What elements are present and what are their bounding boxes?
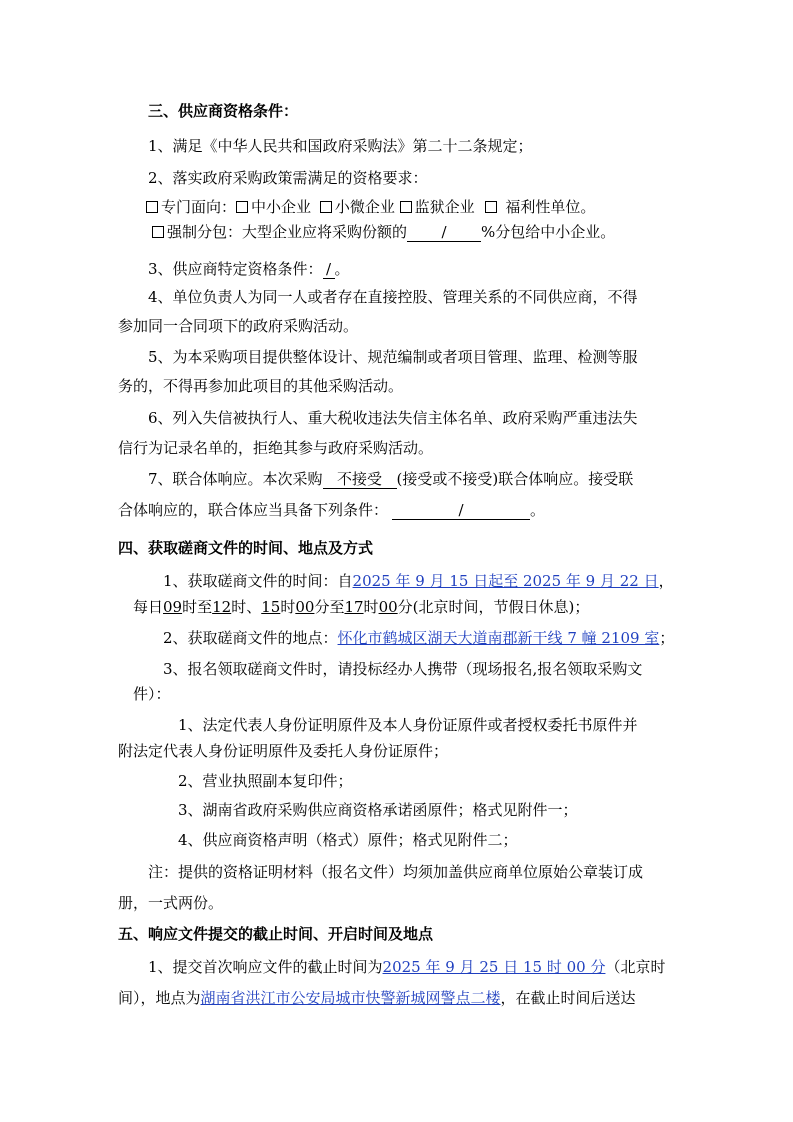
condition-7-post: (接受或不接受)联合体响应。接受联 — [396, 470, 634, 488]
hour-value: 09 — [163, 598, 183, 616]
place-pre: 2、获取磋商文件的地点： — [163, 629, 338, 647]
checkbox-icon[interactable] — [400, 201, 412, 213]
time-line2 — [133, 597, 589, 617]
text: 时 — [280, 598, 296, 616]
note-line2: 册，一式两份。 — [118, 894, 224, 912]
place-link[interactable]: 怀化市鹤城区湖天大道南郡新干线 7 幢 2109 室 — [337, 629, 660, 647]
special-oriented-row — [146, 197, 595, 217]
hour-value: 17 — [344, 598, 364, 616]
consortium-blank: 不接受 — [323, 471, 397, 489]
option-sme: 中小企业 — [251, 198, 312, 216]
condition-3 — [148, 259, 350, 279]
text: 时至 — [182, 598, 213, 616]
deadline-place-link[interactable]: 湖南省洪江市公安局城市快警新城网警点二楼 — [200, 989, 501, 1007]
condition-3-end: 。 — [334, 260, 350, 278]
section-5-heading: 五、响应文件提交的截止时间、开启时间及地点 — [118, 925, 434, 943]
checkbox-icon[interactable] — [236, 201, 248, 213]
document-1-line2: 附法定代表人身份证明原件及委托人身份证原件； — [118, 742, 449, 760]
place-end: ； — [659, 629, 675, 647]
note-line1: 注：提供的资格证明材料（报名文件）均须加盖供应商单位原始公章装订成 — [148, 863, 644, 881]
hour-value: 12 — [212, 598, 232, 616]
time-end: ， — [658, 572, 674, 590]
subcontract-row — [152, 222, 615, 242]
checkbox-icon[interactable] — [320, 201, 332, 213]
condition-7-line1 — [148, 469, 633, 489]
deadline-line2 — [118, 988, 636, 1008]
condition-7-line2 — [118, 500, 545, 520]
condition-7-pre: 7、联合体响应。本次采购 — [148, 470, 323, 488]
subcontract-blank: / — [407, 224, 481, 242]
deadline-line1 — [148, 957, 665, 977]
option-prison: 监狱企业 — [414, 198, 475, 216]
condition-4-line1: 4、单位负责人为同一人或者存在直接控股、管理关系的不同供应商，不得 — [148, 288, 638, 306]
condition-4-line2: 参加同一合同项下的政府采购活动。 — [118, 317, 359, 335]
document-1-line1: 1、法定代表人身份证明原件及本人身份证原件或者授权委托书原件并 — [178, 716, 638, 734]
condition-7b-end: 。 — [530, 501, 546, 519]
deadline-pre: 1、提交首次响应文件的截止时间为 — [148, 958, 383, 976]
document-4: 4、供应商资格声明（格式）原件；格式见附件二； — [178, 831, 518, 849]
time-pre: 1、获取磋商文件的时间：自 — [163, 572, 353, 590]
condition-5-line2: 务的，不得再参加此项目的其他采购活动。 — [118, 377, 404, 395]
condition-6-line1: 6、列入失信被执行人、重大税收违法失信主体名单、政府采购严重违法失 — [148, 409, 638, 427]
hour-value: 15 — [261, 598, 281, 616]
condition-2: 2、落实政府采购政策需满足的资格要求： — [148, 169, 428, 187]
option-welfare: 福利性单位。 — [505, 198, 596, 216]
subcontract-suffix: %分包给中小企业。 — [481, 223, 616, 241]
deadline-place-post: ，在截止时间后送达 — [500, 989, 636, 1007]
text: 每日 — [133, 598, 164, 616]
checkbox-icon[interactable] — [485, 201, 497, 213]
text: 时 — [363, 598, 379, 616]
registration-line2: 件）： — [133, 685, 171, 703]
option-micro: 小微企业 — [334, 198, 395, 216]
document-2: 2、营业执照副本复印件； — [178, 772, 353, 790]
deadline-place-pre: 间），地点为 — [118, 989, 201, 1007]
condition-5-line1: 5、为本采购项目提供整体设计、规范编制或者项目管理、监理、检测等服 — [148, 348, 638, 366]
minute-value: 00 — [295, 598, 315, 616]
deadline-post: （北京时 — [605, 958, 666, 976]
date-range-link[interactable]: 2025 年 9 月 15 日起至 2025 年 9 月 22 日 — [352, 572, 659, 590]
condition-3-blank: / — [323, 261, 335, 279]
text: 时、 — [231, 598, 262, 616]
subcontract-label: 强制分包：大型企业应将采购份额的 — [167, 223, 408, 241]
section-3-heading: 三、供应商资格条件： — [148, 102, 299, 120]
section-4-heading: 四、获取磋商文件的时间、地点及方式 — [118, 539, 374, 557]
text: 分至 — [314, 598, 345, 616]
document-3: 3、湖南省政府采购供应商资格承诺函原件；格式见附件一； — [178, 801, 578, 819]
minute-value: 00 — [378, 598, 398, 616]
time-line1 — [163, 571, 674, 591]
condition-3-text: 3、供应商特定资格条件： — [148, 260, 323, 278]
checkbox-icon[interactable] — [152, 226, 164, 238]
place-line — [163, 628, 674, 648]
checkbox-icon[interactable] — [146, 201, 158, 213]
special-label: 专门面向： — [161, 198, 237, 216]
condition-7b-pre: 合体响应的，联合体应当具备下列条件： — [118, 501, 389, 519]
registration-line1: 3、报名领取磋商文件时，请投标经办人携带（现场报名,报名领取采购文 — [163, 660, 643, 678]
condition-6-line2: 信行为记录名单的，拒绝其参与政府采购活动。 — [118, 439, 434, 457]
condition-1: 1、满足《中华人民共和国政府采购法》第二十二条规定； — [148, 137, 533, 155]
consortium-conditions-blank: / — [392, 502, 530, 520]
text: 分(北京时间，节假日休息)； — [397, 598, 590, 616]
deadline-time-link[interactable]: 2025 年 9 月 25 日 15 时 00 分 — [382, 958, 606, 976]
